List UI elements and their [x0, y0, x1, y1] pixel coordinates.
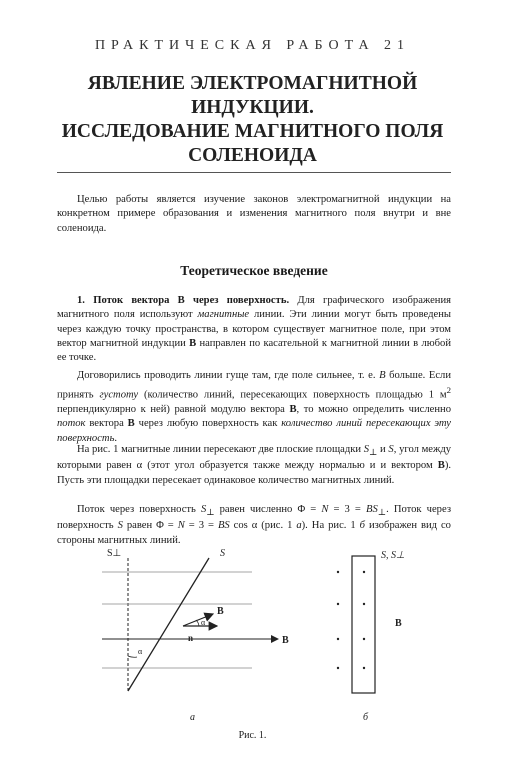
label-a: а [190, 712, 195, 723]
label-b-right: В [395, 618, 402, 629]
field-point [337, 638, 339, 640]
text: направлен по касательной к магнитной линии в любой ее точке. [57, 337, 451, 364]
alpha-arc-top [196, 620, 199, 626]
emphasis: N [177, 520, 185, 532]
field-point [363, 638, 365, 640]
subscript: ⊥ [206, 507, 215, 518]
text: через любую поверхность как [134, 418, 282, 430]
emphasis: N [321, 504, 329, 515]
emphasis: поток [57, 418, 86, 430]
subscript: ⊥ [377, 507, 387, 518]
emphasis: В [379, 370, 386, 381]
text: равен численно Φ = [214, 504, 322, 515]
text: , угол между которыми равен α (этот угол образуется также между нормалью и и вектором [57, 444, 452, 472]
paragraph-heading: 1. Поток вектора В через поверхность. [77, 295, 290, 306]
paragraph-flux-definition [57, 294, 451, 365]
emphasis: б [359, 520, 365, 532]
label-n: n [188, 633, 194, 643]
figure-1 [95, 548, 425, 728]
surface-rectangle [352, 556, 375, 693]
label-b6: б [363, 712, 369, 723]
text: ). Пусть эти площадки пересекает одинаковое количество магнитных линий. [57, 460, 451, 486]
label-s-perp: S⊥ [107, 548, 122, 559]
text: = 3 = [328, 504, 366, 515]
text: cos α (рис. 1 [229, 520, 297, 532]
figure-panel-b [337, 550, 405, 723]
emphasis: магнитные [197, 309, 250, 321]
chapter-title [20, 72, 485, 168]
title-line-1: ЯВЛЕНИЕ ЭЛЕКТРОМАГНИТНОЙ [87, 73, 418, 94]
paragraph-two-surfaces [57, 443, 451, 488]
field-point [337, 667, 339, 669]
text: Поток через поверхность [77, 504, 201, 515]
running-header: ПРАКТИЧЕСКАЯ РАБОТА 21 [94, 38, 411, 53]
emphasis: количество линий пересекающих эту поверхность [57, 418, 452, 444]
emphasis: густоту [99, 389, 139, 401]
text: равен Φ = [122, 520, 178, 532]
text: . Поток через поверхность [57, 504, 451, 532]
text: перпендикулярно к ней) равной модулю вектора [57, 404, 290, 416]
text: , то можно определить численно [296, 404, 451, 416]
text: Договорились проводить линии гуще там, где поле сильнее, т. е. [77, 370, 380, 381]
title-line-4: СОЛЕНОИДА [188, 145, 317, 166]
emphasis: BS [217, 520, 230, 532]
emphasis: S [200, 504, 207, 515]
text: и [377, 444, 389, 455]
text: линии. Эти линии могут быть проведены через каждую точку пространства, в котором существует магнитное поле, при этом вектор магнитной индукции [57, 309, 451, 349]
text: = 3 = [184, 520, 218, 532]
label-b-arrow: В [217, 606, 224, 617]
field-point [337, 571, 339, 573]
text: изображен вид со стороны магнитных линий. [57, 520, 451, 546]
field-point [363, 667, 365, 669]
emphasis: а [296, 520, 302, 532]
field-point [337, 603, 339, 605]
emphasis: S [363, 444, 370, 455]
text: больше. Если принять [57, 370, 451, 401]
vector-symbol: В [437, 460, 445, 472]
text: Для графического изображения магнитного поля используют [57, 295, 451, 321]
emphasis: S [117, 520, 123, 532]
section-title: Теоретическое введение [180, 263, 328, 278]
label-s: S [220, 548, 225, 559]
label-b-line: В [282, 635, 289, 646]
vector-symbol: В [127, 418, 135, 430]
field-point [363, 571, 365, 573]
aim-paragraph: Целью работы является изучение законов электромагнитной индукции на конкретном примере образования и изменения магнитного поля внутри и вне соленоида. [57, 194, 451, 234]
vector-symbol: В [189, 337, 197, 349]
text: . [114, 432, 118, 444]
figure-panel-a [102, 548, 289, 723]
title-divider [57, 172, 451, 173]
paragraph-line-density [57, 369, 451, 446]
title-line-3: ИССЛЕДОВАНИЕ МАГНИТНОГО ПОЛЯ [61, 121, 444, 142]
normal-vector-arrow [183, 614, 213, 626]
alpha-arc-bottom [128, 656, 137, 657]
title-line-2: ИНДУКЦИИ. [191, 97, 314, 118]
text: вектора [85, 418, 128, 430]
field-point [363, 603, 365, 605]
vector-symbol: В [289, 404, 297, 416]
label-alpha-bottom: α [138, 647, 143, 656]
subscript: ⊥ [369, 447, 378, 458]
label-s-pair: S, S⊥ [381, 550, 405, 561]
inclined-surface-line [128, 558, 209, 691]
figure-caption: Рис. 1. [238, 730, 267, 741]
label-alpha-top: α [201, 618, 206, 627]
text: (количество линий, пересекающих поверхность площадью 1 м [138, 389, 447, 401]
superscript: 2 [446, 385, 451, 396]
emphasis: S [388, 444, 394, 455]
emphasis: BS [366, 504, 378, 515]
paragraph-flux-formula [57, 503, 451, 548]
text: ). На рис. 1 [301, 520, 360, 532]
text: На рис. 1 магнитные линии пересекают две плоские площадки [77, 444, 364, 455]
